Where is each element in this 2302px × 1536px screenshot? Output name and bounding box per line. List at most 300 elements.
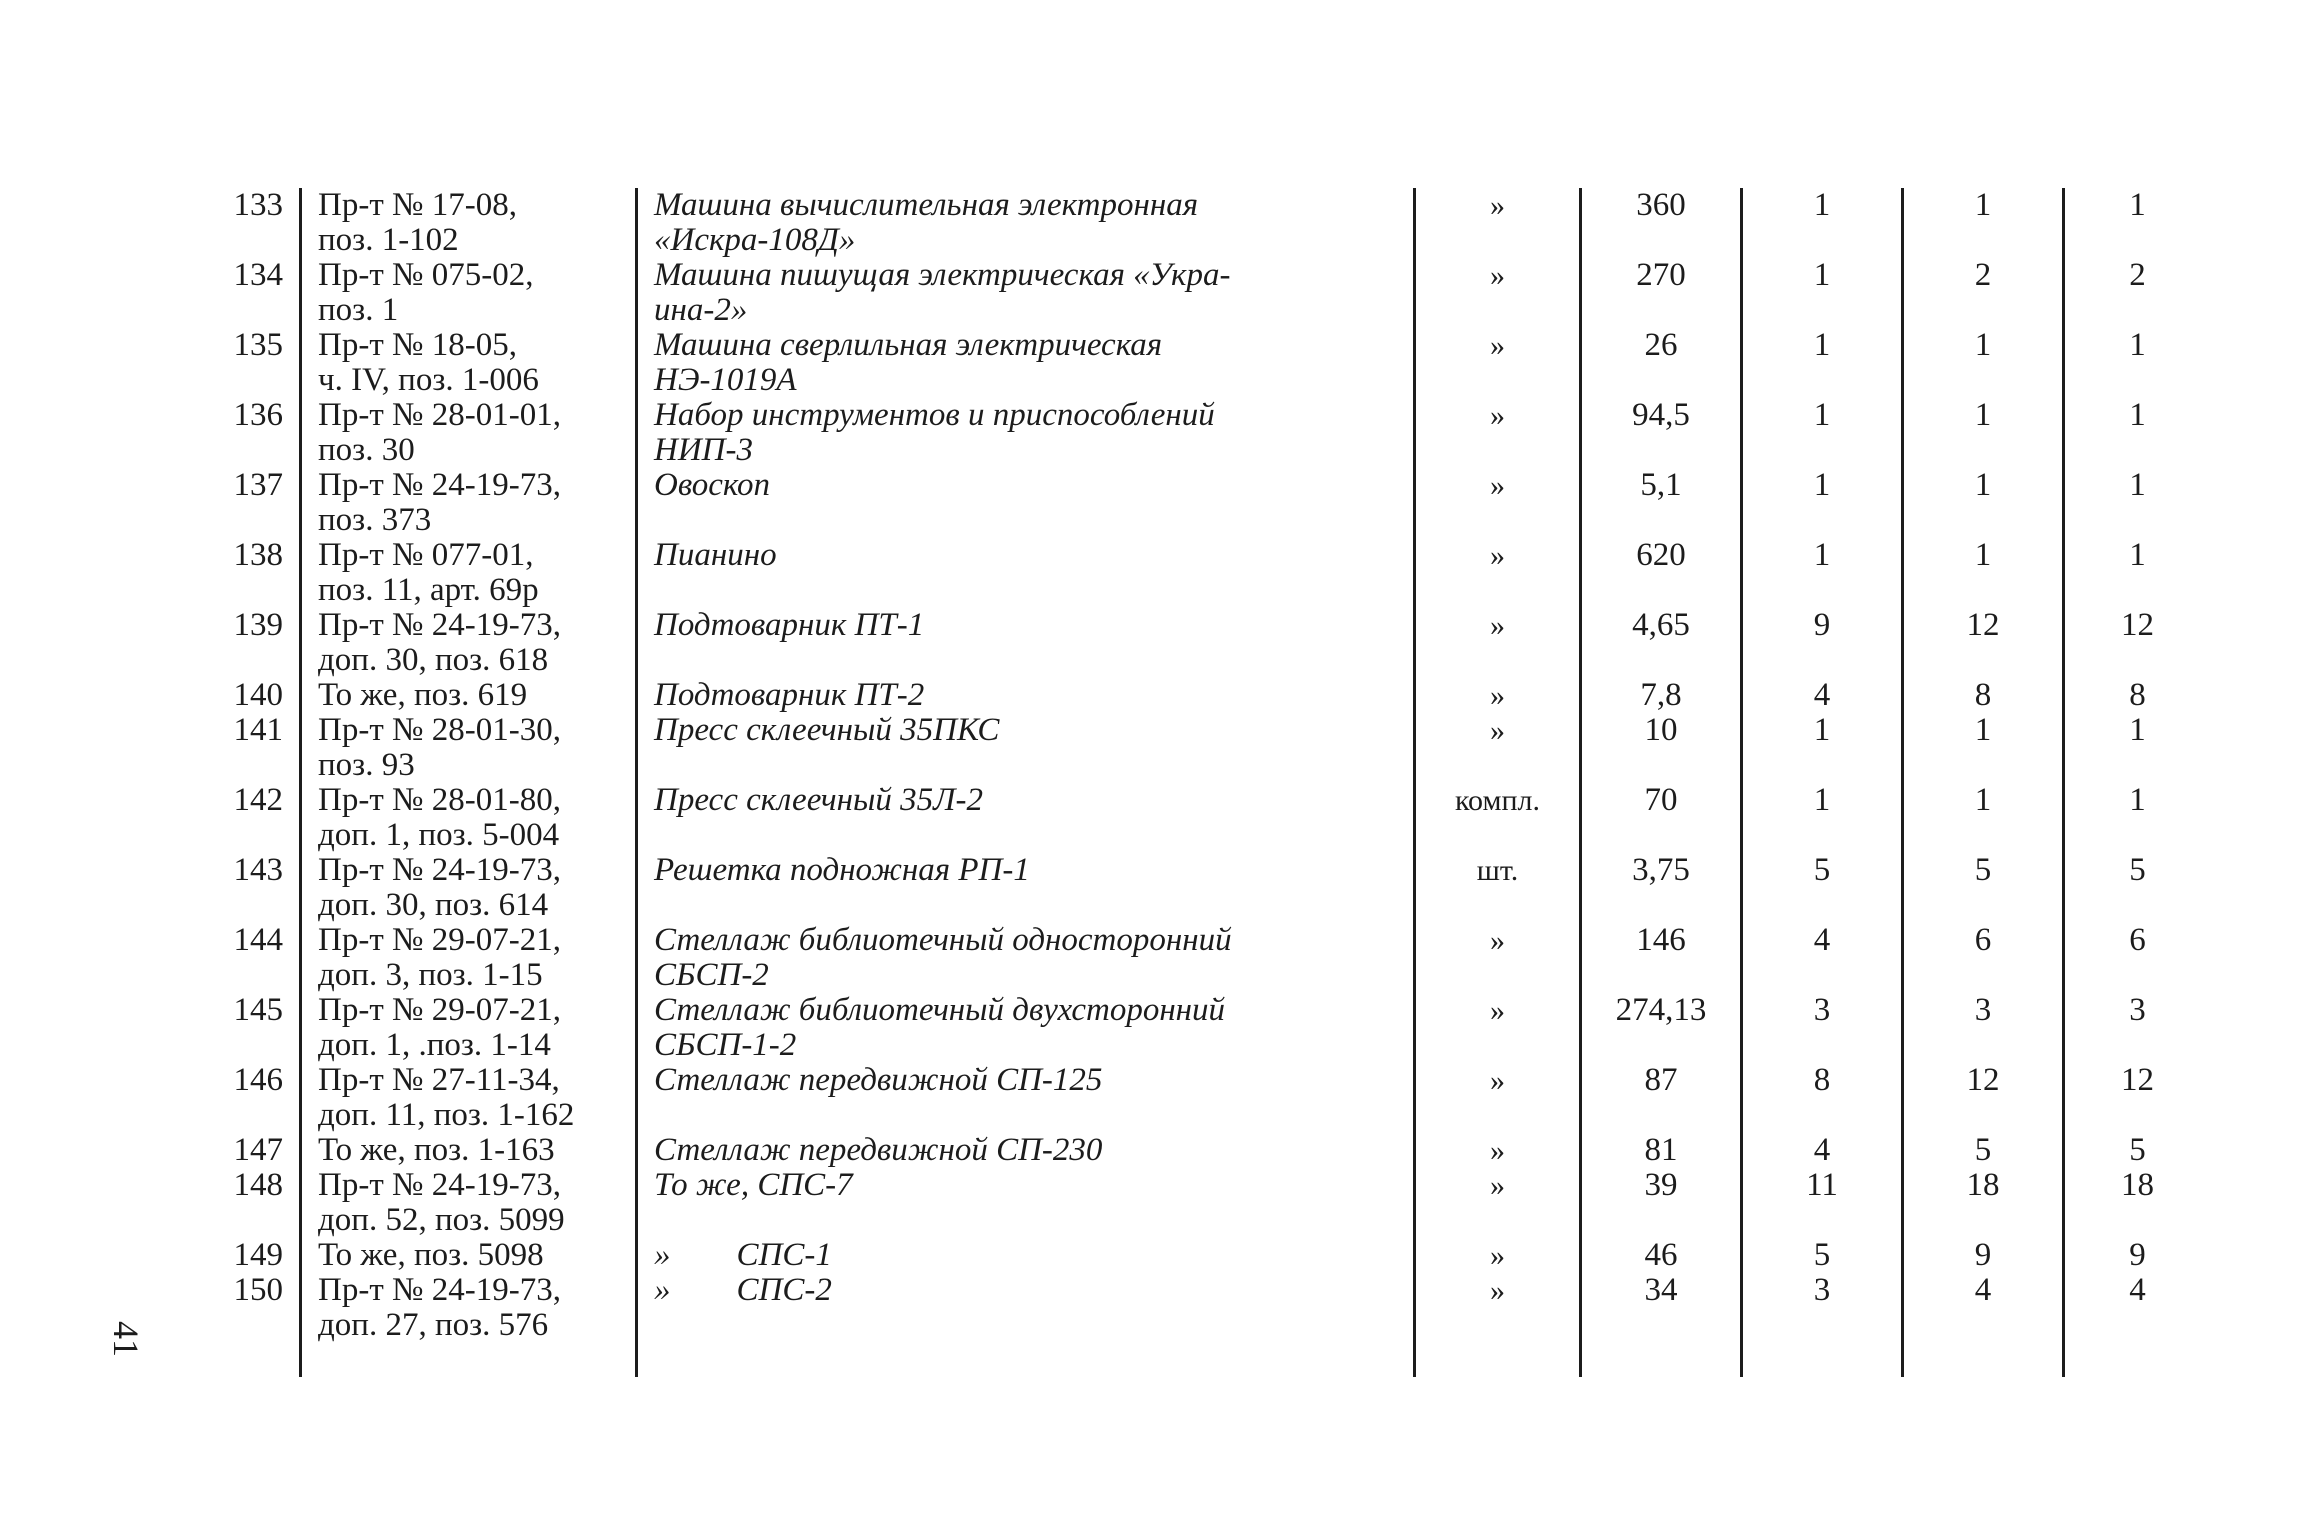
row-number-line: 143 xyxy=(233,852,283,888)
quantity-1-cell xyxy=(1742,783,1903,853)
quantity-2-cell-line: 3 xyxy=(1974,992,1992,1028)
quantity-2-cell-line: 8 xyxy=(1974,677,1992,713)
quantity-2-cell xyxy=(1903,608,2064,678)
quantity-3-cell-line: 3 xyxy=(2129,992,2146,1028)
quantity-1-cell xyxy=(1742,993,1903,1063)
unit-cell-line: » xyxy=(1490,994,1505,1027)
row-number-line: 140 xyxy=(233,677,283,713)
item-name-cell xyxy=(637,678,1415,713)
quantity-3-cell xyxy=(2064,923,2211,993)
reference-cell-line: доп. 1, .поз. 1-14 xyxy=(318,1027,551,1063)
row-number-line: 137 xyxy=(233,467,283,503)
quantity-2-cell xyxy=(1903,258,2064,328)
price-cell-line: 146 xyxy=(1636,922,1686,958)
price-cell-line: 70 xyxy=(1644,782,1678,818)
item-name-cell-line: НИП-3 xyxy=(654,432,753,468)
reference-cell-line: доп. 52, поз. 5099 xyxy=(318,1202,565,1238)
item-name-cell-line: Стеллаж библиотечный односторонний xyxy=(654,922,1232,958)
unit-cell xyxy=(1415,713,1581,783)
table-row xyxy=(185,608,2210,678)
reference-cell-line: доп. 27, поз. 576 xyxy=(318,1307,549,1343)
price-cell-line: 360 xyxy=(1636,187,1686,223)
reference-cell-line: доп. 30, поз. 614 xyxy=(318,887,549,923)
quantity-2-cell-line: 18 xyxy=(1966,1167,2000,1203)
quantity-3-cell xyxy=(2064,713,2211,783)
quantity-2-cell-line: 1 xyxy=(1974,537,1992,573)
quantity-1-cell xyxy=(1742,853,1903,923)
reference-cell-line: поз. 1-102 xyxy=(318,222,459,258)
quantity-1-cell xyxy=(1742,713,1903,783)
price-cell xyxy=(1581,1238,1742,1273)
price-cell xyxy=(1581,608,1742,678)
reference-cell-line: Пр-т № 24-19-73, xyxy=(318,1167,561,1203)
row-number-line: 147 xyxy=(233,1132,283,1168)
quantity-2-cell xyxy=(1903,853,2064,923)
reference-cell-line: поз. 11, арт. 69р xyxy=(318,572,539,608)
quantity-1-cell-line: 11 xyxy=(1806,1167,1838,1203)
unit-cell xyxy=(1415,853,1581,923)
quantity-3-cell xyxy=(2064,783,2211,853)
quantity-2-cell-line: 1 xyxy=(1974,327,1992,363)
row-number xyxy=(185,1273,301,1377)
table-row xyxy=(185,993,2210,1063)
unit-cell-line: » xyxy=(1490,329,1505,362)
quantity-1-cell xyxy=(1742,608,1903,678)
quantity-1-cell-line: 5 xyxy=(1813,1237,1831,1273)
quantity-3-cell xyxy=(2064,1238,2211,1273)
price-cell xyxy=(1581,853,1742,923)
quantity-3-cell xyxy=(2064,853,2211,923)
quantity-2-cell xyxy=(1903,188,2064,258)
quantity-3-cell-line: 1 xyxy=(2129,782,2146,818)
row-number xyxy=(185,468,301,538)
quantity-2-cell-line: 1 xyxy=(1974,187,1992,223)
price-cell-line: 94,5 xyxy=(1632,397,1690,433)
quantity-1-cell-line: 9 xyxy=(1813,607,1831,643)
table-row xyxy=(185,1168,2210,1238)
reference-cell-line: Пр-т № 24-19-73, xyxy=(318,607,561,643)
reference-cell-line: доп. 1, поз. 5-004 xyxy=(318,817,560,853)
price-cell-line: 7,8 xyxy=(1640,677,1682,713)
item-name-cell xyxy=(637,853,1415,923)
table-row xyxy=(185,1273,2210,1377)
price-cell-line: 46 xyxy=(1644,1237,1678,1273)
unit-cell-line: » xyxy=(1490,609,1505,642)
unit-cell-line: шт. xyxy=(1476,854,1519,887)
row-number xyxy=(185,188,301,258)
row-number-line: 135 xyxy=(233,327,283,363)
row-number xyxy=(185,1238,301,1273)
quantity-2-cell-line: 1 xyxy=(1974,782,1992,818)
unit-cell-line: » xyxy=(1490,539,1505,572)
item-name-cell-line: » СПС-2 xyxy=(654,1272,832,1308)
reference-cell-line: Пр-т № 28-01-30, xyxy=(318,712,561,748)
table-row xyxy=(185,1238,2210,1273)
row-number-line: 142 xyxy=(233,782,283,818)
reference-cell-line: Пр-т № 28-01-01, xyxy=(318,397,561,433)
quantity-2-cell-line: 5 xyxy=(1974,852,1992,888)
unit-cell-line: » xyxy=(1490,1274,1505,1307)
quantity-3-cell xyxy=(2064,1133,2211,1168)
unit-cell-line: » xyxy=(1490,399,1505,432)
reference-cell-line: доп. 11, поз. 1-162 xyxy=(318,1097,575,1133)
quantity-1-cell-line: 1 xyxy=(1813,327,1831,363)
quantity-2-cell xyxy=(1903,678,2064,713)
reference-cell xyxy=(301,1168,637,1238)
item-name-cell-line: НЭ-1019А xyxy=(654,362,797,398)
unit-cell-line: » xyxy=(1490,1169,1505,1202)
unit-cell-line: » xyxy=(1490,924,1505,957)
item-name-cell xyxy=(637,328,1415,398)
item-name-cell-line: ина-2» xyxy=(654,292,748,328)
unit-cell xyxy=(1415,678,1581,713)
quantity-2-cell-line: 6 xyxy=(1974,922,1992,958)
quantity-1-cell xyxy=(1742,258,1903,328)
quantity-1-cell-line: 3 xyxy=(1813,992,1831,1028)
row-number xyxy=(185,783,301,853)
item-name-cell xyxy=(637,1133,1415,1168)
page-number: 41 xyxy=(106,1321,146,1357)
quantity-2-cell-line: 2 xyxy=(1974,257,1992,293)
reference-cell-line: Пр-т № 18-05, xyxy=(318,327,517,363)
quantity-3-cell xyxy=(2064,1168,2211,1238)
item-name-cell xyxy=(637,188,1415,258)
reference-cell-line: доп. 30, поз. 618 xyxy=(318,642,549,678)
price-cell-line: 3,75 xyxy=(1632,852,1690,888)
reference-cell-line: То же, поз. 619 xyxy=(318,677,528,713)
row-number-line: 145 xyxy=(233,992,283,1028)
quantity-1-cell-line: 1 xyxy=(1813,712,1831,748)
quantity-1-cell-line: 1 xyxy=(1813,467,1831,503)
quantity-2-cell xyxy=(1903,1133,2064,1168)
unit-cell-line: » xyxy=(1490,1064,1505,1097)
quantity-2-cell-line: 4 xyxy=(1974,1272,1992,1308)
price-cell xyxy=(1581,468,1742,538)
unit-cell xyxy=(1415,188,1581,258)
item-name-cell-line: Овоскоп xyxy=(654,467,771,503)
price-cell-line: 620 xyxy=(1636,537,1686,573)
unit-cell-line: » xyxy=(1490,1134,1505,1167)
price-cell xyxy=(1581,328,1742,398)
row-number-line: 146 xyxy=(233,1062,283,1098)
item-name-cell xyxy=(637,468,1415,538)
quantity-3-cell-line: 8 xyxy=(2129,677,2146,713)
item-name-cell xyxy=(637,713,1415,783)
table-row xyxy=(185,783,2210,853)
quantity-1-cell-line: 1 xyxy=(1813,782,1831,818)
item-name-cell-line: Машина пишущая электрическая «Укра- xyxy=(654,257,1231,293)
reference-cell-line: ч. IV, поз. 1-006 xyxy=(318,362,539,398)
reference-cell-line: поз. 1 xyxy=(318,292,399,328)
reference-cell-line: Пр-т № 29-07-21, xyxy=(318,922,561,958)
unit-cell-line: » xyxy=(1490,679,1505,712)
reference-cell-line: Пр-т № 28-01-80, xyxy=(318,782,561,818)
item-name-cell xyxy=(637,993,1415,1063)
price-cell-line: 81 xyxy=(1644,1132,1678,1168)
quantity-2-cell-line: 1 xyxy=(1974,467,1992,503)
table-row xyxy=(185,468,2210,538)
quantity-3-cell-line: 6 xyxy=(2129,922,2146,958)
quantity-1-cell xyxy=(1742,1133,1903,1168)
quantity-1-cell-line: 3 xyxy=(1813,1272,1831,1308)
reference-cell-line: Пр-т № 077-01, xyxy=(318,537,534,573)
quantity-3-cell xyxy=(2064,1063,2211,1133)
quantity-1-cell xyxy=(1742,468,1903,538)
unit-cell-line: компл. xyxy=(1455,784,1540,817)
price-cell xyxy=(1581,1063,1742,1133)
row-number xyxy=(185,1133,301,1168)
quantity-1-cell-line: 5 xyxy=(1813,852,1831,888)
price-cell xyxy=(1581,923,1742,993)
quantity-3-cell-line: 5 xyxy=(2129,852,2146,888)
item-name-cell xyxy=(637,923,1415,993)
price-cell xyxy=(1581,538,1742,608)
quantity-1-cell xyxy=(1742,398,1903,468)
quantity-1-cell-line: 1 xyxy=(1813,187,1831,223)
quantity-2-cell xyxy=(1903,1273,2064,1377)
item-name-cell xyxy=(637,608,1415,678)
item-name-cell-line: СБСП-1-2 xyxy=(654,1027,797,1063)
price-cell-line: 26 xyxy=(1644,327,1678,363)
reference-cell xyxy=(301,678,637,713)
quantity-1-cell xyxy=(1742,678,1903,713)
item-name-cell xyxy=(637,783,1415,853)
quantity-1-cell xyxy=(1742,1273,1903,1377)
quantity-2-cell xyxy=(1903,1238,2064,1273)
quantity-2-cell-line: 5 xyxy=(1974,1132,1992,1168)
row-number-line: 149 xyxy=(233,1237,283,1273)
quantity-1-cell-line: 1 xyxy=(1813,257,1831,293)
item-name-cell xyxy=(637,258,1415,328)
quantity-3-cell xyxy=(2064,538,2211,608)
item-name-cell-line: Машина сверлильная электрическая xyxy=(654,327,1163,363)
price-cell-line: 39 xyxy=(1644,1167,1678,1203)
row-number-line: 139 xyxy=(233,607,283,643)
unit-cell xyxy=(1415,468,1581,538)
table-row xyxy=(185,328,2210,398)
unit-cell xyxy=(1415,1273,1581,1377)
unit-cell-line: » xyxy=(1490,189,1505,222)
reference-cell xyxy=(301,398,637,468)
price-cell-line: 34 xyxy=(1644,1272,1678,1308)
item-name-cell-line: Стеллаж передвижной СП-125 xyxy=(654,1062,1103,1098)
item-name-cell-line: Пресс склеечный 35Л-2 xyxy=(654,782,983,818)
item-name-cell-line: Подтоварник ПТ-1 xyxy=(654,607,925,643)
table-row xyxy=(185,258,2210,328)
item-name-cell xyxy=(637,538,1415,608)
row-number xyxy=(185,853,301,923)
table-row xyxy=(185,1063,2210,1133)
table-row xyxy=(185,398,2210,468)
item-name-cell-line: «Искра-108Д» xyxy=(654,222,856,258)
unit-cell-line: » xyxy=(1490,469,1505,502)
quantity-2-cell xyxy=(1903,713,2064,783)
unit-cell xyxy=(1415,1133,1581,1168)
row-number xyxy=(185,678,301,713)
row-number-line: 138 xyxy=(233,537,283,573)
quantity-2-cell xyxy=(1903,1063,2064,1133)
quantity-1-cell xyxy=(1742,328,1903,398)
row-number xyxy=(185,258,301,328)
item-name-cell xyxy=(637,398,1415,468)
row-number-line: 133 xyxy=(233,187,283,223)
quantity-3-cell xyxy=(2064,328,2211,398)
quantity-2-cell xyxy=(1903,783,2064,853)
unit-cell xyxy=(1415,923,1581,993)
item-name-cell-line: Пианино xyxy=(654,537,777,573)
row-number xyxy=(185,713,301,783)
price-cell xyxy=(1581,993,1742,1063)
table-row xyxy=(185,538,2210,608)
row-number xyxy=(185,608,301,678)
row-number xyxy=(185,993,301,1063)
quantity-2-cell-line: 12 xyxy=(1966,607,2000,643)
item-name-cell-line: Подтоварник ПТ-2 xyxy=(654,677,925,713)
reference-cell xyxy=(301,608,637,678)
item-name-cell-line: Решетка подножная РП-1 xyxy=(654,852,1030,888)
reference-cell-line: доп. 3, поз. 1-15 xyxy=(318,957,543,993)
quantity-1-cell-line: 8 xyxy=(1813,1062,1831,1098)
reference-cell xyxy=(301,188,637,258)
quantity-2-cell xyxy=(1903,923,2064,993)
table-body xyxy=(185,188,2210,1377)
price-cell-line: 4,65 xyxy=(1632,607,1690,643)
table-row xyxy=(185,188,2210,258)
unit-cell xyxy=(1415,398,1581,468)
price-cell xyxy=(1581,258,1742,328)
equipment-table xyxy=(185,188,2210,1377)
unit-cell xyxy=(1415,258,1581,328)
quantity-3-cell xyxy=(2064,608,2211,678)
unit-cell xyxy=(1415,1168,1581,1238)
quantity-3-cell xyxy=(2064,398,2211,468)
quantity-3-cell-line: 2 xyxy=(2129,257,2146,293)
reference-cell xyxy=(301,783,637,853)
quantity-1-cell-line: 1 xyxy=(1813,397,1831,433)
reference-cell xyxy=(301,538,637,608)
reference-cell xyxy=(301,258,637,328)
quantity-3-cell-line: 18 xyxy=(2121,1167,2154,1203)
row-number-line: 136 xyxy=(233,397,283,433)
item-name-cell xyxy=(637,1063,1415,1133)
table-row xyxy=(185,1133,2210,1168)
unit-cell xyxy=(1415,1063,1581,1133)
row-number xyxy=(185,923,301,993)
row-number-line: 144 xyxy=(233,922,283,958)
reference-cell xyxy=(301,1273,637,1377)
price-cell-line: 5,1 xyxy=(1640,467,1682,503)
reference-cell-line: Пр-т № 17-08, xyxy=(318,187,517,223)
quantity-2-cell xyxy=(1903,538,2064,608)
unit-cell xyxy=(1415,783,1581,853)
quantity-3-cell-line: 1 xyxy=(2129,327,2146,363)
item-name-cell xyxy=(637,1238,1415,1273)
reference-cell-line: Пр-т № 24-19-73, xyxy=(318,467,561,503)
quantity-3-cell-line: 4 xyxy=(2129,1272,2146,1308)
reference-cell xyxy=(301,1238,637,1273)
quantity-2-cell xyxy=(1903,993,2064,1063)
reference-cell xyxy=(301,853,637,923)
reference-cell-line: Пр-т № 075-02, xyxy=(318,257,534,293)
quantity-2-cell-line: 1 xyxy=(1974,712,1992,748)
quantity-2-cell xyxy=(1903,468,2064,538)
quantity-1-cell-line: 4 xyxy=(1813,677,1831,713)
item-name-cell-line: Пресс склеечный 35ПКС xyxy=(654,712,1000,748)
quantity-3-cell xyxy=(2064,993,2211,1063)
row-number xyxy=(185,398,301,468)
quantity-1-cell xyxy=(1742,1238,1903,1273)
unit-cell xyxy=(1415,608,1581,678)
quantity-3-cell xyxy=(2064,678,2211,713)
quantity-1-cell-line: 4 xyxy=(1813,1132,1831,1168)
price-cell xyxy=(1581,188,1742,258)
reference-cell xyxy=(301,468,637,538)
reference-cell-line: Пр-т № 24-19-73, xyxy=(318,1272,561,1308)
quantity-3-cell-line: 1 xyxy=(2129,712,2146,748)
reference-cell xyxy=(301,328,637,398)
quantity-3-cell-line: 1 xyxy=(2129,467,2146,503)
unit-cell-line: » xyxy=(1490,1239,1505,1272)
reference-cell xyxy=(301,713,637,783)
quantity-1-cell xyxy=(1742,923,1903,993)
row-number-line: 141 xyxy=(233,712,283,748)
quantity-2-cell-line: 9 xyxy=(1974,1237,1992,1273)
quantity-2-cell xyxy=(1903,1168,2064,1238)
reference-cell xyxy=(301,1133,637,1168)
quantity-1-cell-line: 4 xyxy=(1813,922,1831,958)
price-cell xyxy=(1581,678,1742,713)
item-name-cell-line: Стеллаж библиотечный двухсторонний xyxy=(654,992,1226,1028)
quantity-3-cell xyxy=(2064,188,2211,258)
table-row xyxy=(185,923,2210,993)
quantity-2-cell xyxy=(1903,328,2064,398)
price-cell xyxy=(1581,1168,1742,1238)
item-name-cell-line: Стеллаж передвижной СП-230 xyxy=(654,1132,1103,1168)
row-number-line: 148 xyxy=(233,1167,283,1203)
quantity-1-cell xyxy=(1742,1063,1903,1133)
price-cell-line: 274,13 xyxy=(1615,992,1707,1028)
table-row xyxy=(185,713,2210,783)
quantity-2-cell-line: 1 xyxy=(1974,397,1992,433)
row-number-line: 150 xyxy=(233,1272,283,1308)
row-number xyxy=(185,1063,301,1133)
quantity-1-cell-line: 1 xyxy=(1813,537,1831,573)
price-cell xyxy=(1581,1273,1742,1377)
item-name-cell-line: Машина вычислительная электронная xyxy=(654,187,1199,223)
row-number xyxy=(185,538,301,608)
price-cell-line: 87 xyxy=(1644,1062,1678,1098)
table-row xyxy=(185,678,2210,713)
reference-cell-line: То же, поз. 5098 xyxy=(318,1237,544,1273)
unit-cell-line: » xyxy=(1490,259,1505,292)
reference-cell-line: поз. 373 xyxy=(318,502,432,538)
reference-cell-line: То же, поз. 1-163 xyxy=(318,1132,555,1168)
price-cell xyxy=(1581,398,1742,468)
price-cell xyxy=(1581,1133,1742,1168)
price-cell xyxy=(1581,713,1742,783)
reference-cell xyxy=(301,923,637,993)
reference-cell xyxy=(301,993,637,1063)
quantity-2-cell xyxy=(1903,398,2064,468)
item-name-cell-line: СБСП-2 xyxy=(654,957,769,993)
unit-cell xyxy=(1415,538,1581,608)
price-cell-line: 10 xyxy=(1644,712,1678,748)
quantity-1-cell xyxy=(1742,538,1903,608)
row-number xyxy=(185,328,301,398)
quantity-3-cell-line: 12 xyxy=(2121,607,2154,643)
row-number xyxy=(185,1168,301,1238)
unit-cell xyxy=(1415,993,1581,1063)
